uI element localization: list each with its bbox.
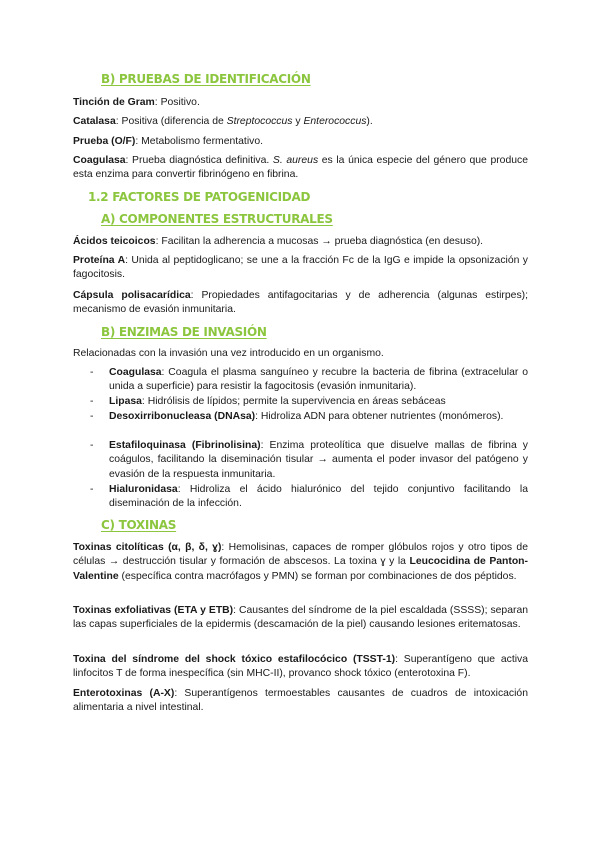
staphylokinase-text: : Enzima proteolítica que disuelve mallas de fibrina y coágulos, facilitando la diseminación tisular → aumenta el poder invasor del patógeno y evasión de la respuesta inmunitaria. [109,440,529,480]
cytolytic-text-end: (específica contra macrófagos y PMN) se forman por combinaciones de dos péptidos. [118,570,517,582]
protein-a-text: : Unida al peptidoglicano; se une a la fracción Fc de la IgG e impide la opsonización y fagocitosis. [73,255,529,281]
structural-heading: A) COMPONENTES ESTRUCTURALES [101,212,333,226]
protein-a-paragraph [73,254,528,283]
cytolytic-text: : Hemolisinas, capaces de romper glóbulos rojos y otro tipos de células → destrucción tisular y formación de abscesos. La toxina ɣ y la [73,542,528,568]
toxins-heading: C) TOXINAS [101,518,177,532]
s-aureus-name: S. aureus [272,155,319,166]
protein-a-term: Proteína A [73,255,126,266]
streptococcus-name: Streptococcus [226,116,293,127]
exfoliative-text: : Causantes del síndrome de la piel escaldada (SSSS); separan las capas superficiales de la epidermis (descamación de la piel) causando lesiones eritematosas. [73,605,528,631]
catalase-term: Catalasa [73,116,116,127]
list-item-dnase [109,410,528,424]
hyaluronidase-term: Hialuronidasa [109,484,178,495]
of-text: : Metabolismo fermentativo. [135,136,263,147]
coagulase-id-paragraph [73,154,528,183]
list-bullet: - [90,484,94,495]
list-item-coagulase [109,366,528,395]
invasion-intro: Relacionadas con la invasión una vez introducido en un organismo. [73,348,384,359]
hyaluronidase-text: : Hidroliza el ácido hialurónico del tejido conjuntivo facilitando la diseminación de la infección. [109,484,528,510]
coagulase-id-text-end: es la única especie del género que produce esta enzima para convertir fibrinógeno en fibrina. [73,155,528,181]
lipase-term: Lipasa [109,396,142,407]
identification-heading: B) PRUEBAS DE IDENTIFICACIÓN [101,72,311,86]
enterotoxins-paragraph [73,687,528,716]
teichoic-term: Ácidos teicoicos [73,236,156,247]
capsule-text: : Propiedades antifagocitarias y de adherencia (algunas estirpes); mecanismo de evasión inmunitaria. [73,290,528,316]
gram-term: Tinción de Gram [73,97,155,108]
list-item-hyaluronidase [109,483,528,512]
pvl-term: Leucocidina de Panton-Valentine [73,556,528,582]
lipase-text: : Hidrólisis de lípidos; permite la supervivencia en áreas sebáceas [141,396,446,407]
capsule-paragraph [73,289,528,318]
enterococcus-name: Enterococcus [303,116,367,127]
list-bullet: - [90,411,94,422]
gram-text: : Positivo. [154,97,200,108]
patogenicity-heading: 1.2 FACTORES DE PATOGENICIDAD [88,190,311,204]
dnase-term: Desoxirribonucleasa (DNAsa) [109,411,256,422]
list-bullet: - [90,440,94,451]
tsst-term: Toxina del síndrome del shock tóxico estafilocócico (TSST-1) [73,654,396,665]
tsst-paragraph [73,653,528,682]
exfoliative-term: Toxinas exfoliativas (ETA y ETB) [73,605,234,616]
tsst-text: : Superantígeno que activa linfocitos T de forma inespecífica (sin MHC-II), provanco shock tóxico (enterotoxina F). [73,654,528,680]
list-bullet: - [90,396,94,407]
catalase-text-join: y [292,116,304,127]
catalase-text: : Positiva (diferencia de [115,116,227,127]
list-bullet: - [90,367,94,378]
dnase-text: : Hidroliza ADN para obtener nutrientes (monómeros). [255,411,504,422]
list-item-staphylokinase [109,439,528,482]
coagulase-term: Coagulasa [109,367,162,378]
list-item-lipase [109,395,528,409]
cytolytic-paragraph [73,541,528,584]
of-paragraph [73,135,528,149]
coagulase-id-text: : Prueba diagnóstica definitiva. [125,155,273,166]
of-term: Prueba (O/F) [73,136,136,147]
enterotoxins-text: : Superantígenos termoestables causantes de cuadros de intoxicación alimentaria a nivel intestinal. [73,688,528,714]
staphylokinase-term: Estafiloquinasa (Fibrinolisina) [109,440,261,451]
coagulase-id-term: Coagulasa [73,155,126,166]
enterotoxins-term: Enterotoxinas (A-X) [73,688,175,699]
teichoic-text: : Facilitan la adherencia a mucosas → prueba diagnóstica (en desuso). [155,236,484,247]
catalase-paragraph [73,115,528,129]
coagulase-text: : Coagula el plasma sanguíneo y recubre la bacteria de fibrina (extracelular o unida a superficie) para resistir la fagocitosis (evasión inmunitaria). [109,367,528,393]
capsule-term: Cápsula polisacarídica [73,290,191,301]
cytolytic-term: Toxinas citolíticas (α, β, δ, ɣ) [73,542,222,553]
exfoliative-paragraph [73,604,528,633]
invasion-heading: B) ENZIMAS DE INVASIÓN [101,325,267,339]
gram-paragraph [73,96,528,110]
catalase-text-end: ). [366,116,373,127]
teichoic-paragraph [73,235,528,249]
